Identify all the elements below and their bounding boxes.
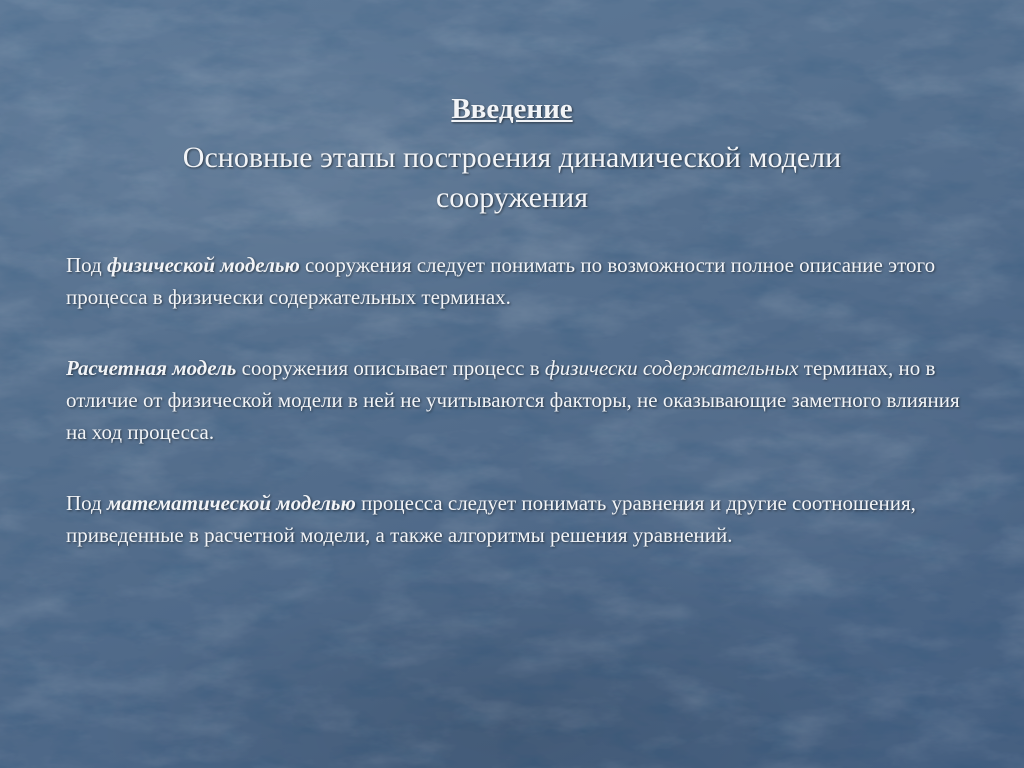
term-computational-model: Расчетная модель	[66, 356, 237, 380]
term-mathematical-model: математической моделью	[107, 491, 356, 515]
term-physical-model: физической моделью	[107, 253, 300, 277]
text-run: Под	[66, 491, 107, 515]
slide-title: Введение	[451, 93, 573, 125]
text-run: сооружения описывает процесс в	[236, 356, 545, 380]
slide-body	[66, 249, 966, 551]
text-run: терминах, но в отличие от физической модели в ней не учитываются факторы, не оказывающие заметного влияния на ход процесса.	[66, 356, 960, 444]
text-run: процесса следует понимать уравнения и другие соотношения, приведенные в расчетной модели, а также алгоритмы решения уравнений.	[66, 491, 916, 547]
text-run: сооружения следует понимать по возможности полное описание этого процесса в физически содержательных терминах.	[66, 253, 936, 309]
paragraph-physical-model	[66, 249, 966, 313]
slide-subtitle: Основные этапы построения динамической модели сооружения	[182, 141, 842, 214]
term-physically-meaningful: физически содержательных	[544, 356, 799, 380]
paragraph-mathematical-model	[66, 487, 966, 551]
text-run: Под	[66, 253, 107, 277]
paragraph-computational-model	[66, 352, 966, 448]
